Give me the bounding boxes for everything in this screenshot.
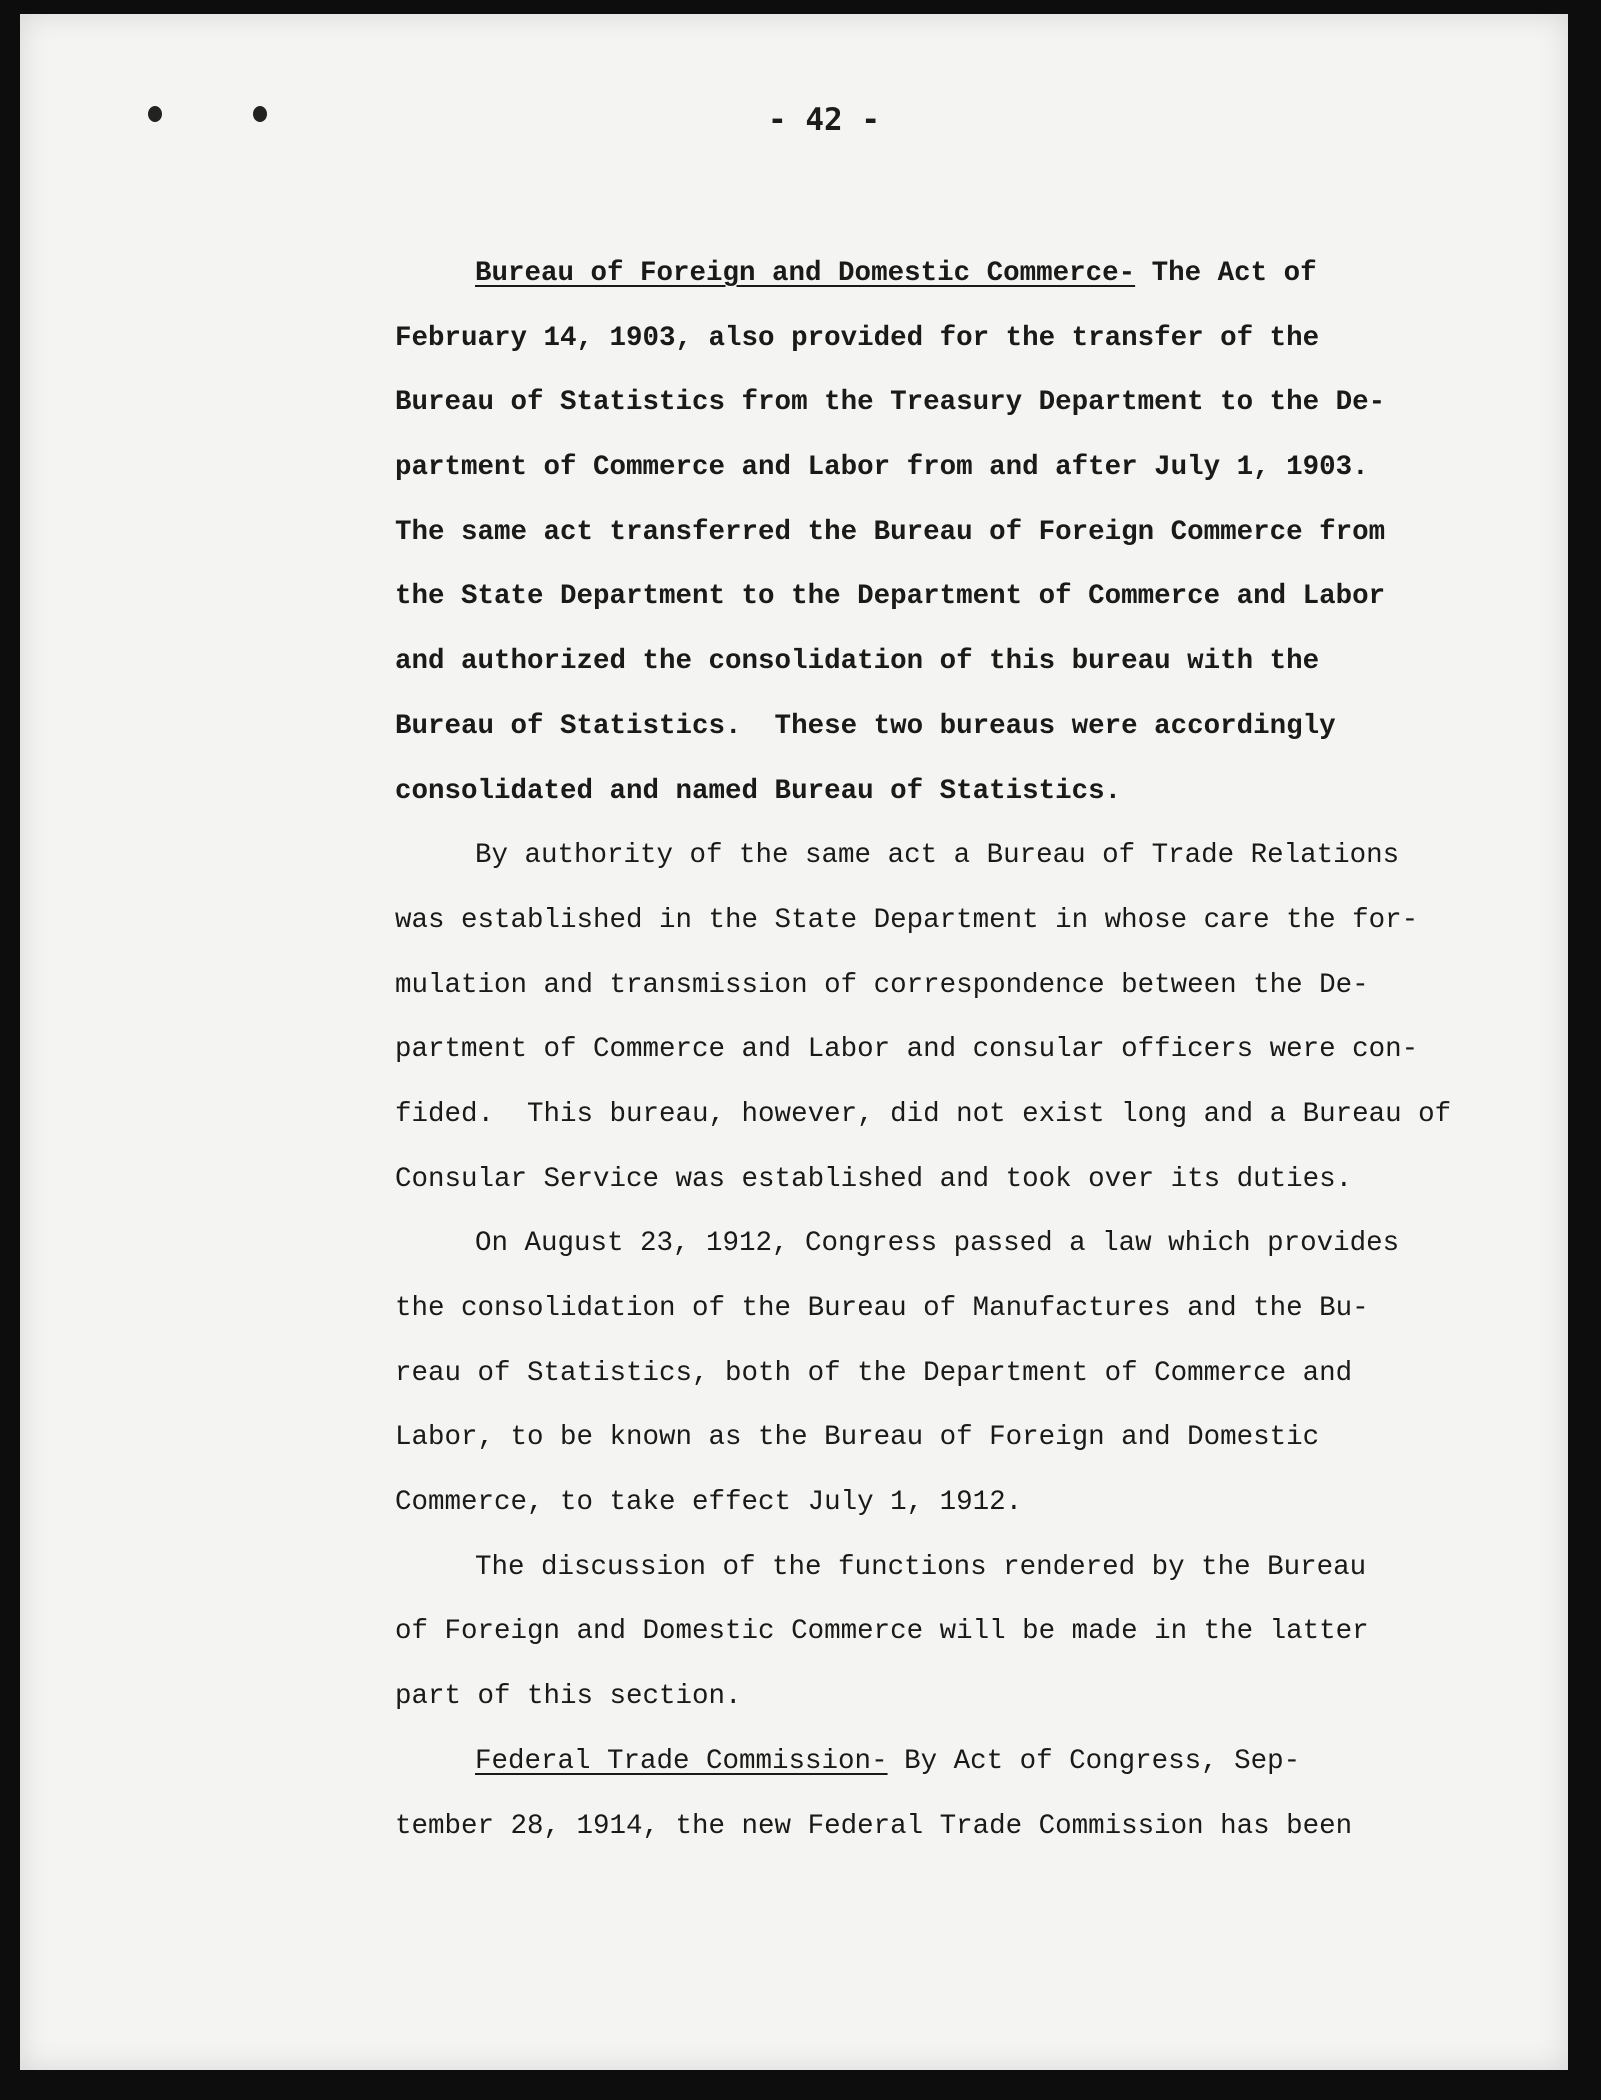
- text-line: By authority of the same act a Bureau of Trade Relations: [475, 840, 1400, 872]
- text-line: February 14, 1903, also provided for the transfer of the: [395, 322, 1320, 354]
- paragraph-discussion: [395, 1536, 1525, 1730]
- paragraph-consolidation-1912: [395, 1212, 1525, 1535]
- document-body: [395, 242, 1525, 1859]
- text-line: partment of Commerce and Labor from and after July 1, 1903.: [395, 452, 1369, 484]
- paragraph-bureau-foreign-domestic-commerce: [395, 242, 1525, 824]
- section-heading: Bureau of Foreign and Domestic Commerce-: [475, 258, 1136, 289]
- text-line: the consolidation of the Bureau of Manufactures and the Bu-: [395, 1293, 1369, 1324]
- text-line: Bureau of Statistics. These two bureaus were accordingly: [395, 710, 1336, 742]
- text-line: fided. This bureau, however, did not exist long and a Bureau of: [395, 1098, 1452, 1130]
- text-line: The discussion of the functions rendered by the Bureau: [475, 1551, 1367, 1583]
- paragraph-trade-relations: [395, 824, 1525, 1212]
- text-line: part of this section.: [395, 1681, 742, 1713]
- text-line: The same act transferred the Bureau of Foreign Commerce from: [395, 516, 1386, 548]
- text-line: reau of Statistics, both of the Department of Commerce and: [395, 1357, 1353, 1389]
- text-line: On August 23, 1912, Congress passed a law which provides: [475, 1228, 1400, 1260]
- text-line: Labor, to be known as the Bureau of Foreign and Domestic: [395, 1422, 1320, 1454]
- text-line: The Act of: [1135, 258, 1317, 289]
- page-number: - 42 -: [768, 102, 880, 138]
- document-page: [20, 14, 1568, 2070]
- text-line: partment of Commerce and Labor and consular officers were con-: [395, 1034, 1419, 1066]
- text-line: By Act of Congress, Sep-: [887, 1745, 1301, 1777]
- text-line: Consular Service was established and took over its duties.: [395, 1163, 1353, 1195]
- text-line: and authorized the consolidation of this bureau with the: [395, 646, 1320, 678]
- text-line: was established in the State Department in whose care the for-: [395, 904, 1419, 936]
- paragraph-first-line: [395, 242, 1525, 307]
- paragraph-first-line: [395, 1730, 1525, 1795]
- text-line: of Foreign and Domestic Commerce will be made in the latter: [395, 1616, 1369, 1648]
- text-line: Commerce, to take effect July 1, 1912.: [395, 1487, 1023, 1519]
- text-line: the State Department to the Department of Commerce and Labor: [395, 581, 1386, 613]
- text-line: Bureau of Statistics from the Treasury Department to the De-: [395, 387, 1386, 419]
- text-line: consolidated and named Bureau of Statistics.: [395, 775, 1122, 807]
- section-heading: Federal Trade Commission-: [475, 1745, 888, 1777]
- text-line: tember 28, 1914, the new Federal Trade Commission has been: [395, 1810, 1353, 1842]
- text-line: mulation and transmission of correspondence between the De-: [395, 969, 1369, 1001]
- paragraph-federal-trade-commission: [395, 1730, 1525, 1859]
